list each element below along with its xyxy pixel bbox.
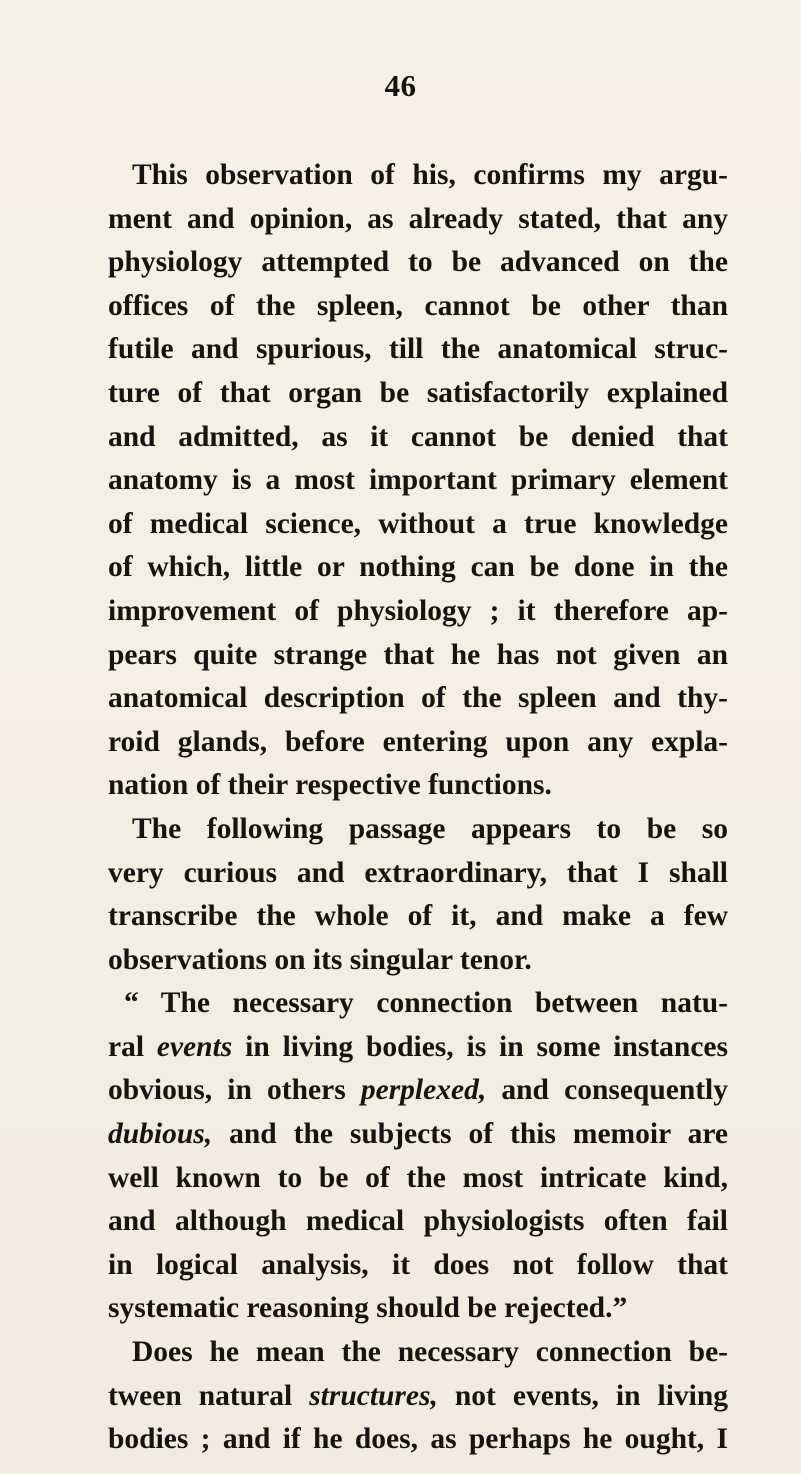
italic-run: structures, [309,1379,438,1412]
page-body-text [108,154,728,1462]
text-line: anatomy is a most important primary element [108,464,728,497]
text-line [108,1069,728,1113]
text-run: and the subjects of this memoir are [229,1118,728,1151]
text-line: anatomical description of the spleen and thy- [108,682,728,715]
text-line: very curious and extraordinary, that I shall [108,856,728,889]
text-line: The following passage appears to be so [132,812,728,845]
text-line: nation of their respective functions. [108,769,552,802]
text-line: offices of the spleen, cannot be other than [108,289,728,322]
text-line: and admitted, as it cannot be denied that [108,420,728,453]
text-line: roid glands, before entering upon any expla- [108,725,728,758]
text-run: tween natural [108,1379,293,1412]
text-line: of which, little or nothing can be done in the [108,551,728,584]
italic-run: dubious, [108,1118,213,1151]
text-line: physiology attempted to be advanced on the [108,246,728,279]
text-line: ture of that organ be satisfactorily explained [108,376,728,409]
text-line: improvement of physiology ; it therefore ap- [108,594,728,627]
text-line: futile and spurious, till the anatomical struc- [108,333,728,366]
text-line [108,1375,728,1419]
text-run: not events, in living [454,1379,729,1412]
text-line: bodies ; and if he does, as perhaps he ought, I [108,1423,728,1456]
text-line: ment and opinion, as already stated, that any [108,202,728,235]
text-line: in logical analysis, it does not follow that [108,1248,728,1281]
text-line: pears quite strange that he has not given an [108,638,728,671]
text-line: transcribe the whole of it, and make a few [108,900,728,933]
text-run: in living bodies, is in some instances [245,1030,728,1063]
italic-run: perplexed, [360,1074,487,1107]
text-line: observations on its singular tenor. [108,943,532,976]
text-line: This observation of his, confirms my argu- [132,159,728,191]
italic-run: events [156,1030,233,1063]
text-line: well known to be of the most intricate kind, [108,1161,728,1194]
text-line: “ The necessary connection between natu- [124,987,728,1020]
text-line [108,1113,728,1157]
text-run: ral [108,1030,145,1063]
text-run: obvious, in others [108,1074,346,1107]
text-run: and consequently [501,1074,729,1107]
text-line: and although medical physiologists often fail [108,1205,728,1238]
text-line [108,1026,728,1070]
text-line: systematic reasoning should be rejected.” [108,1292,628,1325]
text-line: Does he mean the necessary connection be- [132,1336,728,1369]
text-line: of medical science, without a true knowledge [108,507,728,540]
page-number: 46 [384,68,417,103]
